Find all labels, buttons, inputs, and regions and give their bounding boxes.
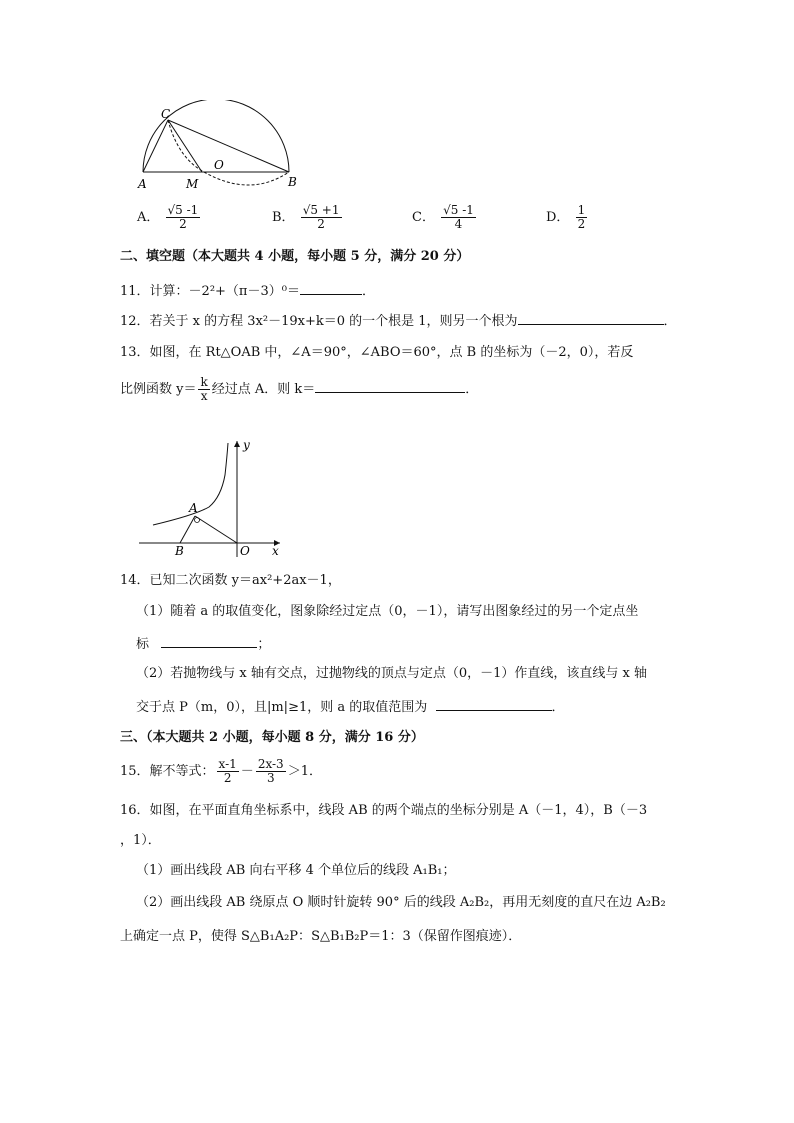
question-12 [120, 311, 677, 331]
option-c[interactable] [412, 204, 478, 231]
question-16-line2: ，1）． [120, 833, 161, 848]
section-3-heading: 三、（本大题共 2 小题，每小题 8 分，满分 16 分） [120, 730, 424, 745]
question-14-sub2-line1: （2）若抛物线与 x 轴有交点，过抛物线的顶点与定点（0，－1）作直线，该直线与 x 轴 [136, 666, 648, 681]
q15-frac1-den: 2 [223, 771, 232, 785]
question-16-line1: 16．如图，在平面直角坐标系中，线段 AB 的两个端点的坐标分别是 A（－1，4），B（－3 [120, 803, 648, 818]
hyperbola-figure [135, 435, 285, 560]
option-c-numerator: √5 -1 [443, 203, 474, 217]
option-d-denominator: 2 [577, 217, 586, 231]
question-11 [120, 281, 375, 301]
question-16-sub1: （1）画出线段 AB 向右平移 4 个单位后的线段 A₁B₁； [136, 863, 456, 878]
q12-text: 12．若关于 x 的方程 3x²－19x+k＝0 的一个根是 1，则另一个根为 [120, 314, 518, 329]
q14-sub1-end: ； [257, 637, 271, 652]
option-c-letter: C． [412, 210, 435, 225]
q14-sub1-pre: 标 [136, 637, 150, 652]
option-b-numerator: √5 +1 [302, 203, 340, 217]
option-d-numerator: 1 [577, 203, 586, 217]
q15-frac2-den: 3 [266, 771, 275, 785]
label-a: A [138, 177, 147, 191]
q16-colon: ： [298, 929, 312, 944]
semicircle-figure [130, 100, 305, 195]
label-y: y [243, 438, 250, 452]
q14-sub2-answer-blank[interactable] [436, 697, 552, 711]
q15-frac2-num: 2x-3 [257, 757, 284, 771]
q14-sub2-pre: 交于点 P（m，0），且|m|≥1，则 a 的取值范围为 [136, 700, 428, 715]
option-b[interactable] [272, 204, 344, 231]
label-b2: B [175, 544, 184, 558]
label-o: O [214, 158, 224, 172]
chord-cb [168, 120, 289, 172]
q16-line5-post: ＝1：3（保留作图痕迹）． [368, 929, 522, 944]
option-a-numerator: √5 -1 [167, 203, 199, 217]
option-d-letter: D． [546, 210, 570, 225]
option-a-letter: A． [137, 210, 160, 225]
q13-end: ． [465, 382, 479, 397]
q11-text: 11．计算：－2²+（π－3）⁰＝ [120, 284, 300, 299]
q16-line5-pre: 上确定一点 P，使得 [120, 929, 237, 944]
label-c: C [161, 107, 171, 121]
q16-area-2: S△B₁B₂P [311, 929, 369, 944]
folded-arc-dashed [168, 120, 289, 185]
q13-answer-blank[interactable] [315, 379, 465, 393]
question-14-sub2-line2 [136, 697, 565, 717]
question-15 [120, 757, 322, 787]
question-16-sub2: （2）画出线段 AB 绕原点 O 顺时针旋转 90° 后的线段 A₂B₂，再用无刻度的直尺在边 A₂B₂ [136, 895, 666, 910]
y-axis-arrow [234, 441, 240, 447]
q13-frac-num: k [200, 375, 208, 389]
q13-post: 经过点 A．则 k＝ [211, 382, 316, 397]
label-m: M [186, 177, 199, 191]
question-14-line1: 14．已知二次函数 y＝ax²+2ax－1， [120, 573, 341, 588]
label-a2: A [189, 501, 198, 515]
q11-end: ． [361, 284, 375, 299]
label-b: B [288, 175, 297, 189]
q14-sub1-answer-blank[interactable] [161, 634, 257, 648]
q16-area-1: S△B₁A₂P [241, 929, 299, 944]
question-14-sub1-line2 [136, 634, 270, 654]
q15-post: ＞1． [287, 764, 322, 779]
option-a-denominator: 2 [179, 217, 187, 231]
segment-ao [195, 516, 237, 543]
segment-ba [180, 516, 195, 543]
label-x: x [272, 544, 279, 558]
label-o2: O [240, 544, 250, 558]
question-13-line1: 13．如图，在 Rt△OAB 中，∠A＝90°，∠ABO＝60°，点 B 的坐标为（－2，0），若反 [120, 345, 634, 360]
option-d[interactable] [546, 204, 589, 231]
q15-minus: － [240, 764, 254, 779]
option-b-letter: B． [272, 210, 295, 225]
q14-sub2-end: ． [551, 700, 565, 715]
question-14-sub1-line1: （1）随着 a 的取值变化，图象除经过定点（0，－1），请写出图象经过的另一个定点坐 [136, 604, 639, 619]
option-b-denominator: 2 [317, 217, 325, 231]
chord-ac [143, 120, 168, 172]
q12-answer-blank[interactable] [518, 311, 664, 325]
q13-frac-den: x [200, 389, 208, 403]
question-16-line5 [120, 928, 521, 946]
option-a[interactable] [137, 204, 202, 231]
q12-end: ． [663, 314, 677, 329]
section-2-heading: 二、填空题（本大题共 4 小题，每小题 5 分，满分 20 分） [120, 249, 470, 264]
q15-frac1-num: x-1 [218, 757, 237, 771]
question-13-line2 [120, 376, 478, 403]
q15-pre: 15．解不等式： [120, 764, 215, 779]
q11-answer-blank[interactable] [300, 281, 362, 295]
option-c-denominator: 4 [454, 217, 463, 231]
q13-pre: 比例函数 y＝ [120, 382, 197, 397]
right-angle-mark [195, 518, 200, 523]
